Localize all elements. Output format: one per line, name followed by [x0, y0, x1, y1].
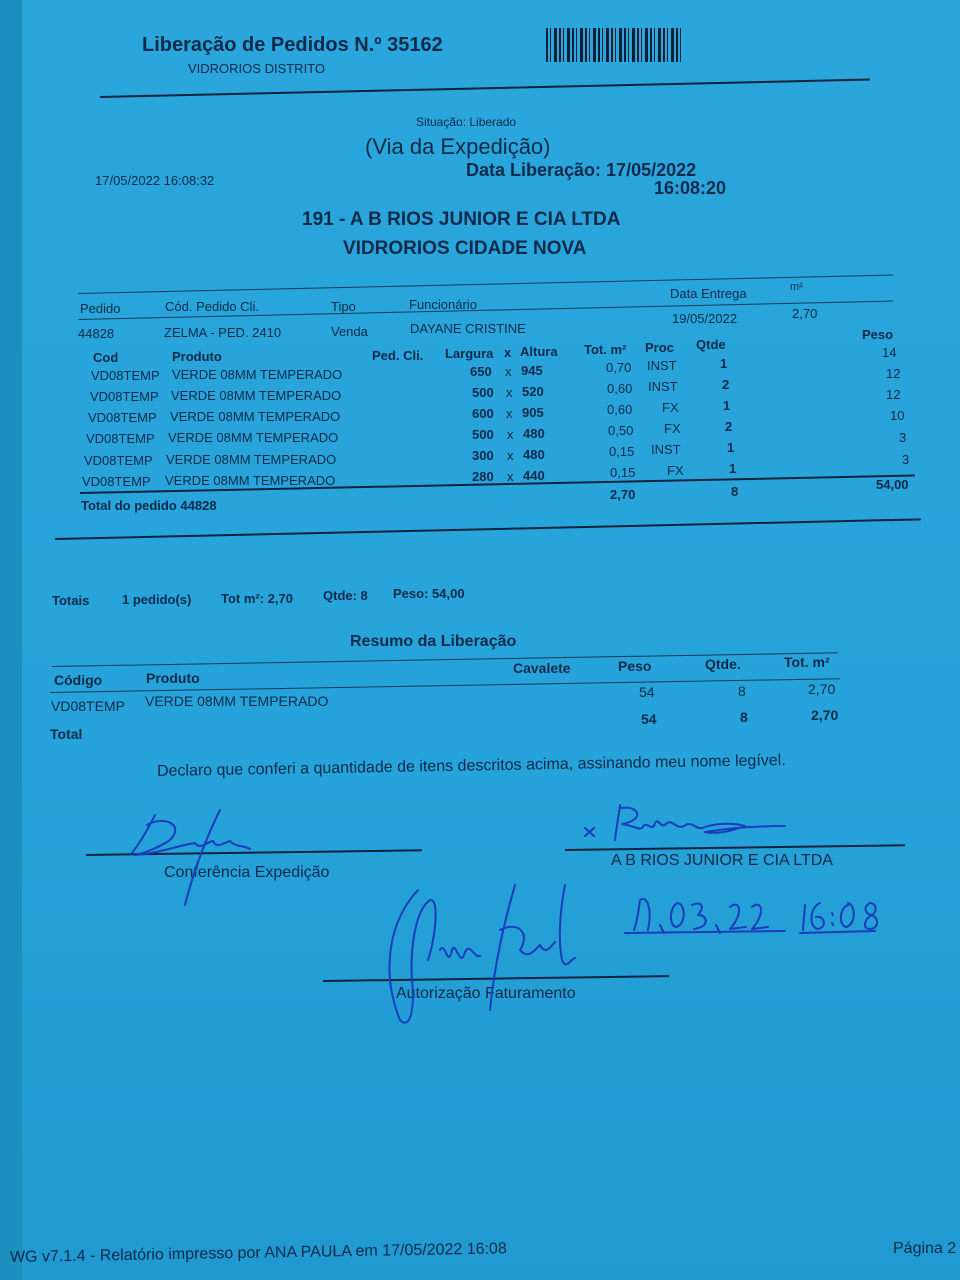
- value-tipo: Venda: [331, 324, 368, 339]
- label-cod-pedido: Cód. Pedido Cli.: [165, 299, 259, 314]
- resumo-total-label: Total: [50, 726, 83, 742]
- item-produto: VERDE 08MM TEMPERADO: [170, 409, 341, 424]
- client-store: VIDRORIOS CIDADE NOVA: [343, 238, 587, 259]
- resumo-col-produto: Produto: [146, 670, 200, 686]
- item-produto: VERDE 08MM TEMPERADO: [165, 473, 336, 488]
- item-x: x: [507, 448, 514, 463]
- item-cod: VD08TEMP: [90, 389, 159, 404]
- item-produto: VERDE 08MM TEMPERADO: [166, 452, 337, 467]
- totals-m2: Tot m²: 2,70: [221, 591, 293, 606]
- col-proc: Proc: [645, 340, 674, 355]
- item-cod: VD08TEMP: [86, 431, 155, 446]
- item-tot: 0,70: [606, 360, 632, 375]
- item-largura: 280: [472, 469, 494, 484]
- report-title: Liberação de Pedidos N.º 35162: [142, 34, 443, 56]
- client-name: 191 - A B RIOS JUNIOR E CIA LTDA: [302, 209, 621, 230]
- label-funcionario: Funcionário: [409, 297, 477, 312]
- resumo-total-qtde: 8: [740, 709, 748, 725]
- conferencia-signature: [125, 805, 265, 885]
- resumo-total-tot-m2: 2,70: [811, 707, 839, 723]
- col-altura: Altura: [520, 344, 558, 359]
- conferencia-label: Conferência Expedição: [164, 864, 330, 881]
- col-tot-m2: Tot. m²: [584, 342, 627, 357]
- col-qtde: Qtde: [696, 337, 726, 352]
- totals-qtde: Qtde: 8: [323, 588, 368, 603]
- value-pedido: 44828: [78, 326, 115, 341]
- item-largura: 600: [472, 406, 494, 421]
- item-cod: VD08TEMP: [84, 453, 153, 468]
- resumo-col-cavalete: Cavalete: [513, 660, 571, 676]
- item-altura: 520: [522, 384, 544, 399]
- item-largura: 500: [472, 385, 494, 400]
- order-total-peso: 54,00: [876, 477, 909, 492]
- company-name: VIDRORIOS DISTRITO: [188, 61, 325, 76]
- footer-page-number: Página 2: [893, 1240, 957, 1257]
- item-x: x: [507, 469, 514, 484]
- via-label: (Via da Expedição): [365, 134, 551, 159]
- item-qtde: 1: [720, 356, 728, 371]
- item-proc: INST: [647, 358, 677, 373]
- order-total-qtde: 8: [731, 484, 739, 499]
- situacao: Situação: Liberado: [416, 115, 517, 129]
- label-m2: m²: [790, 281, 803, 293]
- order-bottom-divider: [55, 518, 921, 540]
- totals-pedidos: 1 pedido(s): [122, 592, 192, 607]
- col-ped-cli: Ped. Cli.: [372, 348, 424, 363]
- label-tipo: Tipo: [331, 299, 356, 314]
- declaration-text: Declaro que conferi a quantidade de itens descritos acima, assinando meu nome legível.: [156, 752, 786, 780]
- resumo-codigo: VD08TEMP: [51, 698, 125, 714]
- item-qtde: 2: [725, 419, 733, 434]
- resumo-produto: VERDE 08MM TEMPERADO: [145, 693, 329, 709]
- item-qtde: 1: [729, 461, 737, 476]
- item-proc: FX: [662, 400, 679, 415]
- order-total-m2: 2,70: [610, 487, 636, 502]
- item-tot: 0,50: [608, 423, 634, 438]
- resumo-total-peso: 54: [641, 711, 657, 727]
- item-tot: 0,15: [610, 465, 636, 480]
- autorizacao-label: Autorização Faturamento: [396, 985, 576, 1002]
- item-x: x: [506, 385, 513, 400]
- print-datetime: 17/05/2022 16:08:32: [95, 173, 215, 188]
- value-m2: 2,70: [792, 306, 818, 321]
- item-largura: 500: [472, 427, 494, 442]
- item-tot: 0,15: [609, 444, 635, 459]
- item-peso: 14: [882, 345, 897, 360]
- label-pedido: Pedido: [80, 301, 121, 316]
- resumo-col-codigo: Código: [54, 672, 103, 688]
- item-peso: 12: [886, 387, 901, 402]
- item-peso: 3: [899, 430, 907, 445]
- item-x: x: [506, 406, 513, 421]
- resumo-col-qtde: Qtde.: [705, 656, 741, 672]
- order-top-divider: [78, 275, 893, 294]
- col-peso: Peso: [862, 327, 894, 342]
- cliente-label: A B RIOS JUNIOR E CIA LTDA: [611, 852, 833, 869]
- autorizacao-signature: [370, 880, 590, 1030]
- handwritten-date: [620, 885, 910, 945]
- item-cod: VD08TEMP: [91, 368, 160, 383]
- item-peso: 10: [890, 408, 905, 423]
- resumo-tot-m2: 2,70: [808, 681, 836, 697]
- item-tot: 0,60: [607, 381, 633, 396]
- item-qtde: 1: [723, 398, 731, 413]
- header-divider: [100, 79, 870, 98]
- resumo-col-tot-m2: Tot. m²: [784, 654, 830, 670]
- item-altura: 480: [523, 447, 545, 462]
- resumo-qtde: 8: [738, 683, 746, 699]
- page-left-edge: [0, 0, 22, 1280]
- item-altura: 480: [523, 426, 545, 441]
- data-liberacao-time: 16:08:20: [654, 178, 727, 198]
- label-data-entrega: Data Entrega: [670, 286, 747, 301]
- totals-peso: Peso: 54,00: [393, 586, 465, 601]
- item-peso: 12: [886, 366, 901, 381]
- item-qtde: 2: [722, 377, 730, 392]
- item-proc: FX: [667, 463, 684, 478]
- col-cod: Cod: [93, 350, 119, 365]
- item-proc: FX: [664, 421, 681, 436]
- item-produto: VERDE 08MM TEMPERADO: [172, 367, 343, 382]
- totals-label: Totais: [52, 593, 90, 608]
- footer-print-info: WG v7.1.4 - Relatório impresso por ANA PAULA em 17/05/2022 16:08: [9, 1240, 507, 1266]
- item-altura: 905: [522, 405, 544, 420]
- cliente-signature: [580, 800, 790, 850]
- item-tot: 0,60: [607, 402, 633, 417]
- col-x: x: [504, 345, 512, 360]
- item-largura: 300: [472, 448, 494, 463]
- col-largura: Largura: [445, 346, 494, 361]
- resumo-title: Resumo da Liberação: [350, 633, 517, 650]
- resumo-peso: 54: [639, 684, 655, 700]
- item-proc: INST: [651, 442, 681, 457]
- item-x: x: [505, 364, 512, 379]
- col-produto: Produto: [172, 349, 222, 364]
- order-total-label: Total do pedido 44828: [81, 498, 217, 513]
- item-qtde: 1: [727, 440, 735, 455]
- item-largura: 650: [470, 364, 492, 379]
- item-cod: VD08TEMP: [82, 474, 151, 489]
- barcode-icon: [546, 28, 682, 62]
- item-peso: 3: [902, 452, 910, 467]
- item-altura: 945: [521, 363, 543, 378]
- item-produto: VERDE 08MM TEMPERADO: [168, 430, 339, 445]
- item-cod: VD08TEMP: [88, 410, 157, 425]
- value-funcionario: DAYANE CRISTINE: [410, 321, 526, 336]
- resumo-col-peso: Peso: [618, 658, 652, 674]
- item-proc: INST: [648, 379, 678, 394]
- item-x: x: [507, 427, 514, 442]
- data-liberacao: Data Liberação: 17/05/2022: [466, 160, 697, 180]
- value-data-entrega: 19/05/2022: [672, 311, 738, 326]
- item-produto: VERDE 08MM TEMPERADO: [171, 388, 342, 403]
- item-altura: 440: [523, 468, 545, 483]
- value-cod-pedido: ZELMA - PED. 2410: [164, 325, 282, 340]
